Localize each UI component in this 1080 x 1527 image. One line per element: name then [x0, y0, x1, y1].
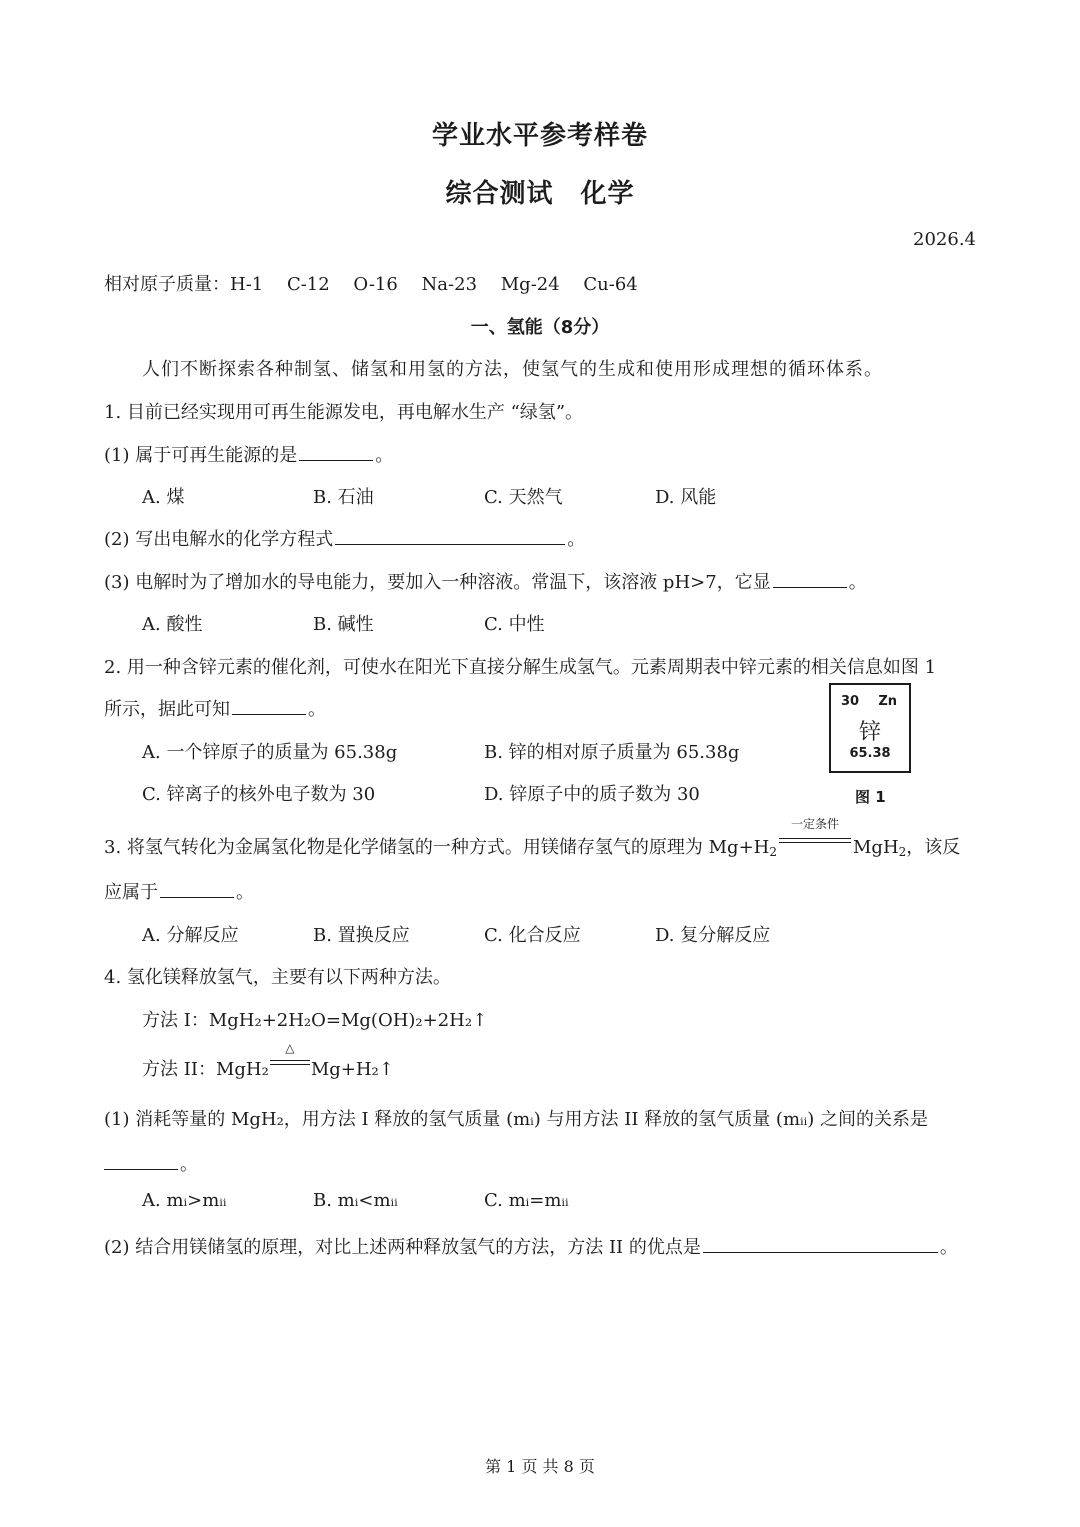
q4-method2 [142, 1041, 394, 1081]
q1-part1-option-a: A. 煤 [142, 487, 185, 508]
q2-option-b: B. 锌的相对原子质量为 65.38g [484, 742, 740, 763]
q3-option-a: A. 分解反应 [142, 925, 239, 946]
q1-part1 [104, 441, 393, 467]
q4-method2-text-a: 方法 II：MgH₂ [142, 1059, 269, 1080]
q2-option-c: C. 锌离子的核外电子数为 30 [142, 784, 376, 805]
element-symbol: Zn [878, 694, 897, 709]
q4-part1-option-a: A. mᵢ>mᵢᵢ [142, 1190, 227, 1211]
q1-part1-blank[interactable] [299, 443, 373, 461]
element-mass: 65.38 [849, 746, 891, 761]
q3-option-d: D. 复分解反应 [655, 925, 771, 946]
q3-h2-subscript: 2 [769, 845, 777, 859]
q4-method1: 方法 I：MgH₂+2H₂O=Mg(OH)₂+2H₂↑ [142, 1010, 488, 1031]
q3-line2-text: 应属于 [104, 882, 158, 903]
q1-part3-option-a: A. 酸性 [142, 614, 203, 635]
exam-subtitle: 综合测试 化学 [445, 179, 635, 209]
q3-option-b: B. 置换反应 [313, 925, 410, 946]
q4-part2-blank[interactable] [703, 1235, 938, 1253]
q1-part3-option-b: B. 碱性 [313, 614, 374, 635]
q3-line1 [104, 817, 961, 859]
q2-option-a: A. 一个锌原子的质量为 65.38g [142, 742, 398, 763]
exam-title: 学业水平参考样卷 [431, 121, 648, 151]
q4-method2-text-b: Mg+H₂↑ [310, 1059, 394, 1080]
q1-part1-option-b: B. 石油 [313, 487, 374, 508]
q2-blank[interactable] [232, 697, 306, 715]
q1-part1-text: (1) 属于可再生能源的是 [104, 445, 298, 466]
element-atomic-number: 30 [841, 694, 860, 709]
q1-part1-option-d: D. 风能 [655, 487, 717, 508]
q1-part3-text: (3) 电解时为了增加水的导电能力，要加入一种溶液。常温下，该溶液 pH>7，它显 [104, 572, 771, 593]
q3-line2 [104, 878, 254, 904]
element-name: 锌 [858, 720, 881, 745]
q1-stem: 1. 目前已经实现用可再生能源发电，再电解水生产 “绿氢”。 [104, 402, 584, 423]
atomic-masses: 相对原子质量：H-1 C-12 O-16 Na-23 Mg-24 Cu-64 [104, 274, 638, 295]
q1-part3 [104, 568, 867, 594]
q1-part3-end: 。 [848, 572, 867, 593]
q1-part3-option-c: C. 中性 [484, 614, 545, 635]
q3-line2-end: 。 [236, 882, 254, 903]
q2-line2-text: 所示，据此可知 [104, 699, 230, 720]
section-intro: 人们不断探索各种制氢、储氢和用氢的方法，使氢气的生成和使用形成理想的循环体系。 [142, 359, 883, 380]
q4-part1-option-c: C. mᵢ=mᵢᵢ [484, 1190, 569, 1211]
q2-line2-end: 。 [308, 699, 326, 720]
heat-condition-sign [270, 1041, 310, 1075]
q3-line1-text-a: 3. 将氢气转化为金属氢化物是化学储氢的一种方式。用镁储存氢气的原理为 Mg+H [104, 837, 770, 858]
q4-part1-end: 。 [180, 1154, 198, 1175]
q4-part2 [104, 1233, 958, 1259]
q4-part1-option-b: B. mᵢ<mᵢᵢ [313, 1190, 398, 1211]
q1-part2 [104, 525, 585, 551]
q1-part2-text: (2) 写出电解水的化学方程式 [104, 529, 334, 550]
reaction-condition-sign [779, 817, 851, 853]
q4-part1-blank[interactable] [104, 1152, 178, 1170]
q2-line1: 2. 用一种含锌元素的催化剂，可使水在阳光下直接分解生成氢气。元素周期表中锌元素的相关信息如图 1 [104, 657, 937, 678]
q3-line1-text-b: MgH [853, 837, 899, 858]
zinc-element-card [829, 683, 911, 773]
q4-part1-answer [104, 1150, 198, 1176]
q1-part2-end: 。 [567, 529, 586, 550]
q4-stem: 4. 氢化镁释放氢气，主要有以下两种方法。 [104, 967, 451, 988]
q4-part2-text: (2) 结合用镁储氢的原理，对比上述两种释放氢气的方法，方法 II 的优点是 [104, 1237, 701, 1258]
q2-line2 [104, 695, 326, 721]
q3-blank[interactable] [160, 880, 234, 898]
q3-line1-text-c: ，该反 [906, 837, 961, 858]
q1-part1-option-c: C. 天然气 [484, 487, 563, 508]
q2-option-d: D. 锌原子中的质子数为 30 [484, 784, 700, 805]
q3-mgh2-subscript: 2 [898, 845, 907, 859]
heat-condition-label: △ [285, 1041, 295, 1055]
section-heading: 一、氢能（8分） [470, 317, 610, 338]
q3-option-c: C. 化合反应 [484, 925, 581, 946]
q4-part2-end: 。 [939, 1237, 958, 1258]
q4-part1: (1) 消耗等量的 MgH₂，用方法 I 释放的氢气质量 (mᵢ) 与用方法 II 释放的氢气质量 (mᵢᵢ) 之间的关系是 [104, 1109, 928, 1130]
q1-part3-blank[interactable] [773, 570, 847, 588]
figure-caption: 图 1 [855, 788, 886, 806]
q1-part1-end: 。 [375, 445, 394, 466]
reaction-condition-label: 一定条件 [790, 817, 839, 831]
q1-part2-blank[interactable] [335, 527, 565, 545]
exam-date: 2026.4 [913, 229, 976, 250]
page-footer: 第 1 页 共 8 页 [485, 1457, 595, 1476]
